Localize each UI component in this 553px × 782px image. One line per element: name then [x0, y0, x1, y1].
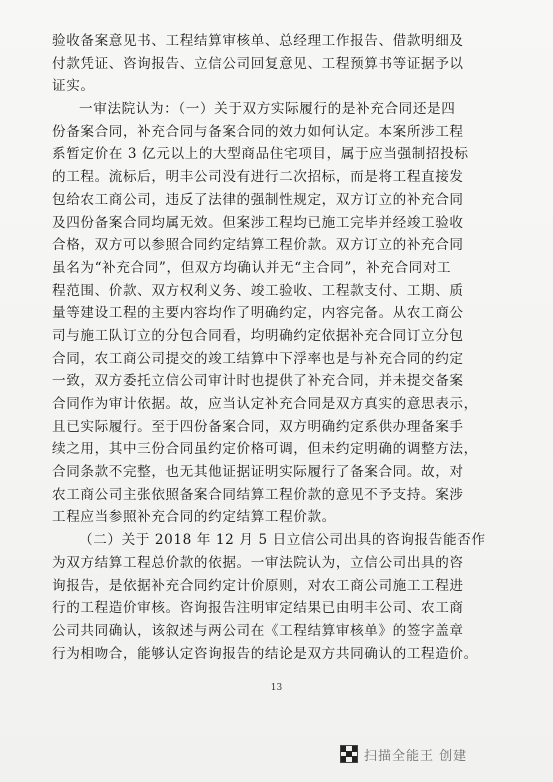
text-line: 合同，农工商公司提交的竣工结算中下浮率也是与补充合同的约定 [52, 350, 464, 367]
text-line: 包给农工商公司，违反了法律的强制性规定，双方订立的补充合同 [52, 191, 464, 208]
text-line: 合同作为审计依据。故，应当认定补充合同是双方真实的意思表示， [52, 396, 478, 412]
text-line: 公司共同确认，该叙述与两公司在《工程结算审核单》的签字盖章 [52, 622, 464, 639]
text-line: 量等建设工程的主要内容均作了明确约定，内容完备。从农工商公 [52, 305, 464, 322]
text-line: 农工商公司主张依照备案合同结算工程价款的意见不予支持。案涉 [52, 486, 464, 503]
text-line: 续之用，其中三份合同虽约定价格可调，但未约定明确的调整方法， [52, 441, 478, 458]
text-line: 虽名为“补充合同”，但双方均确认并无“主合同”，补充合同对工 [52, 259, 452, 276]
body-text [52, 30, 508, 665]
qr-code-icon [340, 745, 358, 763]
text-line: 证实。 [52, 78, 95, 95]
text-line: 系暂定价在 3 亿元以上的大型商品住宅项目，属于应当强制招投标 [52, 146, 469, 163]
text-line: 及四份备案合同均属无效。但案涉工程均已施工完毕并经竣工验收 [52, 214, 464, 231]
text-line: 付款凭证、咨询报告、立信公司回复意见、工程预算书等证据予以 [52, 55, 464, 72]
watermark-text: 扫描全能王 创建 [364, 748, 468, 764]
scanner-watermark [340, 743, 467, 765]
text-line: （二）关于 2018 年 12 月 5 日立信公司出具的咨询报告能否作 [79, 532, 486, 549]
text-line: 询报告，是依据补充合同约定计价原则，对农工商公司施工工程进 [52, 577, 464, 594]
text-line: 且已实际履行。至于四份备案合同，双方明确约定系供办理备案手 [52, 418, 464, 435]
text-line: 合格，双方可以参照合同约定结算工程价款。双方订立的补充合同 [52, 237, 464, 254]
text-line: 程范围、价款、双方权利义务、竣工验收、工程款支付、工期、质 [52, 282, 464, 299]
text-line: 一致，双方委托立信公司审计时也提供了补充合同，并未提交备案 [52, 373, 464, 390]
text-line: 合同条款不完整，也无其他证据证明实际履行了备案合同。故，对 [52, 464, 464, 481]
text-line: 份备案合同，补充合同与备案合同的效力如何认定。本案所涉工程 [52, 123, 464, 140]
text-line: 一审法院认为：（一）关于双方实际履行的是补充合同还是四 [79, 101, 456, 118]
text-line: 司与施工队订立的分包合同看，均明确约定依据补充合同订立分包 [52, 327, 464, 344]
text-line: 工程应当参照补充合同的约定结算工程价款。 [52, 509, 336, 526]
text-line: 验收备案意见书、工程结算审核单、总经理工作报告、借款明细及 [52, 33, 464, 49]
text-line: 行的工程造价审核。咨询报告注明审定结果已由明丰公司、农工商 [52, 600, 464, 617]
page-number: 13 [270, 683, 283, 693]
text-line: 的工程。流标后，明丰公司没有进行二次招标，而是将工程直接发 [52, 169, 464, 186]
text-line: 行为相吻合，能够认定咨询报告的结论是双方共同确认的工程造价。 [52, 645, 478, 662]
text-line: 为双方结算工程总价款的依据。一审法院认为，立信公司出具的咨 [52, 554, 464, 571]
